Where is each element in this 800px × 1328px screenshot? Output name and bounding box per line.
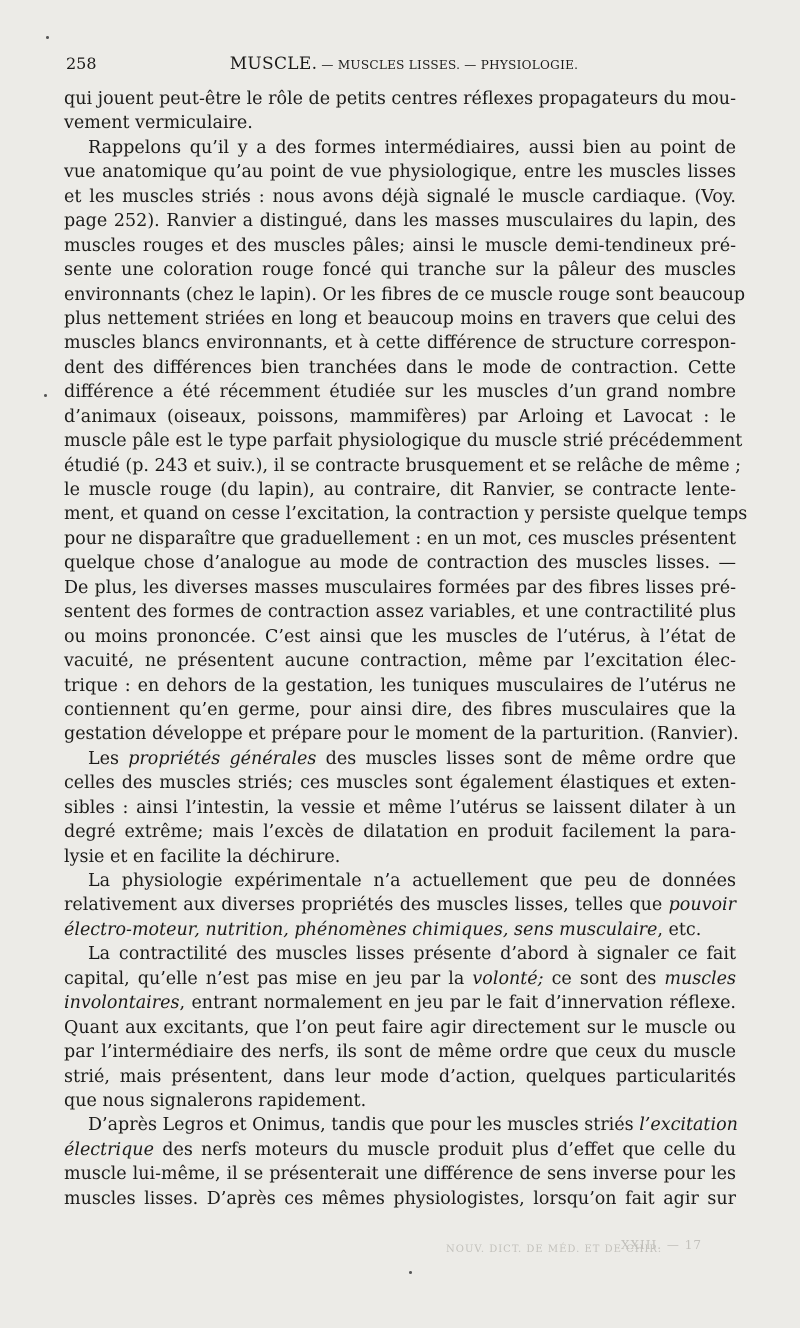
text-segment: contiennent qu’en germe, pour ainsi dire, des fibres musculaires que la <box>64 699 736 720</box>
text-segment: des nerfs moteurs du muscle produit plus d’effet que celle du <box>153 1139 736 1160</box>
text-segment: pour ne disparaître que graduellement : en un mot, ces muscles présentent <box>64 528 736 549</box>
text-segment: capital, qu’elle n’est pas mise en jeu par la <box>64 968 473 989</box>
text-line <box>64 87 736 111</box>
text-segment: des muscles lisses sont de même ordre que <box>316 748 736 769</box>
text-segment: celles des muscles striés; ces muscles sont également élastiques et exten- <box>64 773 736 794</box>
text-segment: Quant aux excitants, que l’on peut faire agir directement sur le muscle ou <box>64 1017 736 1038</box>
footer-volume-signature: XXIII. — 17 <box>620 1238 702 1252</box>
italic-phrase: électro-moteur, nutrition, phénomènes chimiques, sens musculaire <box>64 919 658 940</box>
text-segment: ment, et quand on cesse l’excitation, la contraction y persiste quelque temps <box>64 504 748 525</box>
text-segment: , entrant normalement en jeu par le fait d’innervation réflexe. <box>179 993 736 1014</box>
text-line <box>64 209 736 233</box>
text-line <box>64 1040 736 1064</box>
text-line <box>64 576 736 600</box>
text-segment: ou moins prononcée. C’est ainsi que les muscles de l’utérus, à l’état de <box>64 626 736 647</box>
text-segment: De plus, les diverses masses musculaires formées par des fibres lisses pré- <box>64 577 736 598</box>
italic-phrase: muscles <box>664 968 736 989</box>
text-line <box>64 1187 736 1211</box>
text-line <box>64 356 736 380</box>
text-segment: sentent des formes de contraction assez variables, et une contractilité plus <box>64 602 736 623</box>
text-line <box>64 991 736 1015</box>
text-segment: degré extrême; mais l’excès de dilatation en produit facilement la para- <box>64 822 736 843</box>
text-line <box>64 771 736 795</box>
running-head-topic: PHYSIOLOGIE. <box>480 58 579 72</box>
text-line <box>64 674 736 698</box>
text-line <box>64 258 736 282</box>
text-segment: strié, mais présentent, dans leur mode d’action, quelques particularités <box>64 1066 736 1087</box>
text-segment: que nous signalerons rapidement. <box>64 1090 367 1111</box>
text-segment: La physiologie expérimentale n’a actuellement que peu de données <box>88 871 736 891</box>
text-segment: La contractilité des muscles lisses présente d’abord à signaler ce fait <box>88 944 736 965</box>
text-segment: le muscle rouge (du lapin), au contraire, dit Ranvier, se contracte lente- <box>64 480 736 500</box>
footer-publication: NOUV. DICT. DE MÉD. ET DE CHIR. <box>446 1244 663 1255</box>
text-segment: muscle lui-même, il se présenterait une différence de sens inverse pour les <box>64 1164 736 1185</box>
text-line <box>64 625 736 649</box>
text-segment: étudié (p. 243 et suiv.), il se contracte brusquement et se relâche de même ; <box>64 455 742 476</box>
text-segment: muscles rouges et des muscles pâles; ainsi le muscle demi-tendineux pré- <box>64 235 736 256</box>
text-segment: trique : en dehors de la gestation, les tuniques musculaires de l’utérus ne <box>64 675 736 696</box>
text-line <box>64 502 748 526</box>
text-line <box>64 918 736 942</box>
text-segment: vement vermiculaire. <box>64 113 253 134</box>
text-segment: Rappelons qu’il y a des formes intermédiaires, aussi bien au point de <box>88 137 736 158</box>
italic-phrase: l’excitation <box>639 1115 738 1136</box>
text-line <box>64 331 736 355</box>
text-line <box>64 454 742 478</box>
text-segment: vue anatomique qu’au point de vue physiologique, entre les muscles lisses <box>64 162 736 183</box>
text-segment: muscles lisses. D’après ces mêmes physiologistes, lorsqu’on fait agir sur <box>64 1188 736 1209</box>
text-line <box>64 136 736 160</box>
text-line <box>64 478 736 502</box>
text-line <box>64 380 736 404</box>
text-line <box>64 429 743 453</box>
text-line <box>64 1138 736 1162</box>
text-line <box>64 307 736 331</box>
text-segment: sente une coloration rouge foncé qui tranche sur la pâleur des muscles <box>64 260 736 281</box>
text-line <box>64 1065 736 1089</box>
text-line <box>64 845 736 869</box>
running-head <box>66 54 742 74</box>
text-segment: D’après Legros et Onimus, tandis que pour les muscles striés <box>88 1115 640 1136</box>
text-line <box>64 600 736 624</box>
text-line <box>64 747 736 771</box>
text-line <box>64 1113 736 1137</box>
text-segment: et les muscles striés : nous avons déjà signalé le muscle cardiaque. (Voy. <box>64 186 736 207</box>
print-speck <box>409 1271 412 1274</box>
text-line <box>64 185 736 209</box>
body-text <box>64 87 748 1211</box>
text-segment: différence a été récemment étudiée sur les muscles d’un grand nombre <box>64 382 736 403</box>
text-segment: dent des différences bien tranchées dans le mode de contraction. Cette <box>64 357 736 378</box>
text-line <box>64 551 736 575</box>
text-segment: ce sont des <box>543 968 665 989</box>
text-line <box>64 234 736 258</box>
text-line <box>64 1089 736 1113</box>
print-speck <box>44 394 47 397</box>
text-segment: muscles blancs environnants, et à cette différence de structure correspon- <box>64 333 736 354</box>
text-line <box>64 967 736 991</box>
print-speck <box>46 36 49 39</box>
text-segment: lysie et en facilite la déchirure. <box>64 846 341 867</box>
text-line <box>64 869 736 893</box>
text-line <box>64 1162 736 1186</box>
text-line <box>64 893 736 917</box>
running-head-separator: — <box>460 58 481 72</box>
italic-phrase: involontaires <box>64 993 180 1014</box>
text-segment: quelque chose d’analogue au mode de contraction des muscles lisses. — <box>64 553 736 574</box>
text-segment: par l’intermédiaire des nerfs, ils sont de même ordre que ceux du muscle <box>64 1042 736 1063</box>
running-head-main: MUSCLE. <box>229 54 318 74</box>
italic-phrase: pouvoir <box>668 895 736 916</box>
text-segment: gestation développe et prépare pour le moment de la parturition. (Ranvier). <box>64 724 739 745</box>
text-segment: environnants (chez le lapin). Or les fibres de ce muscle rouge sont beaucoup <box>64 284 746 305</box>
page-footer <box>66 1238 742 1258</box>
text-segment: sibles : ainsi l’intestin, la vessie et même l’utérus se laissent dilater à un <box>64 797 736 818</box>
text-segment: relativement aux diverses propriétés des muscles lisses, telles que <box>64 895 669 916</box>
running-head-section: MUSCLES LISSES. <box>337 58 461 72</box>
text-segment: Les <box>88 748 129 769</box>
text-line <box>64 820 736 844</box>
text-segment: vacuité, ne présentent aucune contraction, même par l’excitation élec- <box>64 651 736 672</box>
text-line <box>64 283 746 307</box>
italic-phrase: propriétés générales <box>128 748 317 769</box>
italic-phrase: volonté; <box>472 968 544 989</box>
text-line <box>64 405 736 429</box>
text-line <box>64 722 739 746</box>
text-segment: page 252). Ranvier a distingué, dans les masses musculaires du lapin, des <box>64 211 736 232</box>
text-line <box>64 527 736 551</box>
text-line <box>64 698 736 722</box>
text-line <box>64 111 736 135</box>
italic-phrase: électrique <box>64 1139 154 1160</box>
text-line <box>64 649 736 673</box>
page-header <box>66 54 742 80</box>
running-head-separator: — <box>317 58 338 72</box>
text-line <box>64 1016 736 1040</box>
text-segment: d’animaux (oiseaux, poissons, mammifères) par Arloing et Lavocat : le <box>64 406 736 427</box>
text-line <box>64 796 736 820</box>
page-number: 258 <box>66 54 97 73</box>
text-segment: muscle pâle est le type parfait physiologique du muscle strié précédemment <box>64 431 743 452</box>
text-line <box>64 160 736 184</box>
text-segment: , etc. <box>657 919 702 940</box>
text-segment: qui jouent peut-être le rôle de petits centres réflexes propagateurs du mou- <box>64 89 736 109</box>
text-segment: plus nettement striées en long et beaucoup moins en travers que celui des <box>64 308 736 329</box>
text-line <box>64 942 736 966</box>
